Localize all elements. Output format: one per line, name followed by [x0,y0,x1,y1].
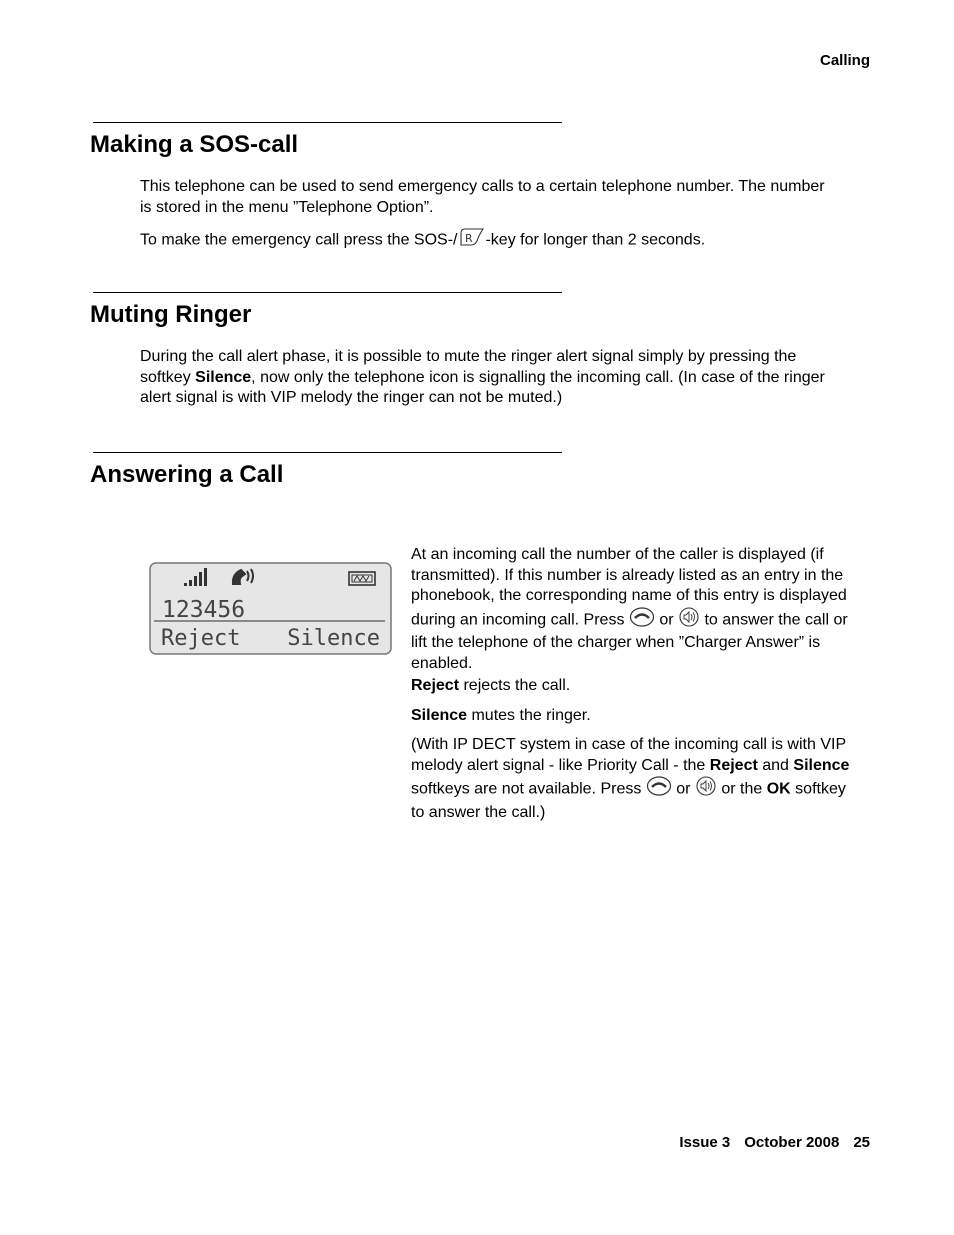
answer-text-b: to answer the call or lift the telephone of the charger when ”Charger Answer” is enabled. [411,610,848,672]
reject-paragraph [411,676,856,697]
vip-text-c: softkeys are not available. Press [411,780,646,798]
answer-text-or: or [659,610,674,628]
vip-text-or: or [676,780,691,798]
page-footer [679,1134,870,1151]
softkey-reject: Reject [161,626,241,651]
silence-text: mutes the ringer. [467,707,591,724]
sos-instruction [140,227,830,254]
display-number: 123456 [162,597,246,623]
loudspeaker-key-icon [678,607,700,634]
vip-reject-label: Reject [709,756,758,774]
vip-silence-label: Silence [793,756,850,774]
footer-date: October 2008 [744,1134,840,1151]
vip-text-e: softkey to answer the call.) [411,780,846,821]
muting-paragraph [140,347,850,409]
reject-text: rejects the call. [459,677,571,694]
off-hook-key-icon [629,607,655,634]
heading-answering-call: Answering a Call [90,461,284,488]
running-header: Calling [819,52,870,69]
answer-paragraph [411,545,856,674]
vip-paragraph [411,735,856,823]
off-hook-key-icon [646,776,672,803]
softkey-silence: Silence [287,626,380,651]
silence-label: Silence [411,707,468,724]
vip-text-b: and [757,756,794,774]
page-number: 25 [853,1134,870,1151]
loudspeaker-key-icon [695,776,717,803]
r-key-icon [457,227,485,254]
section-rule [93,122,562,123]
sos-paragraph: This telephone can be used to send emergency calls to a certain telephone number. The number is stored in the menu ”Telephone Option”. [140,178,825,216]
sos-instruction-after: -key for longer than 2 seconds. [485,231,706,249]
silence-paragraph [411,706,856,727]
phone-display-illustration [149,562,392,655]
muting-text-b: , now only the telephone icon is signalling the incoming call. (In case of the ringer alert signal is with VIP melody the ringer can not be muted.) [140,368,825,406]
vip-text-d: or the [721,780,767,798]
answer-text-a: At an incoming call the number of the caller is displayed (if transmitted). If this number is already listed as an entry in the phonebook, the corresponding name of this entry is displayed during an incoming call. Press [411,546,847,628]
section-rule [93,292,562,293]
reject-label: Reject [411,677,460,694]
vip-text-a: (With IP DECT system in case of the incoming call is with VIP melody alert signal - like Priority Call - the [411,736,846,774]
section-rule [93,452,562,453]
heading-sos-call: Making a SOS-call [90,131,299,158]
svg-text:R: R [465,232,474,245]
vip-ok-label: OK [766,780,791,798]
sos-instruction-before: To make the emergency call press the SOS-/ [140,231,458,249]
heading-muting-ringer: Muting Ringer [90,301,252,328]
muting-text-silence: Silence [195,368,252,386]
muting-text-a: During the call alert phase, it is possible to mute the ringer alert signal simply by pressing the softkey [140,348,797,386]
footer-issue: Issue 3 [679,1134,731,1151]
